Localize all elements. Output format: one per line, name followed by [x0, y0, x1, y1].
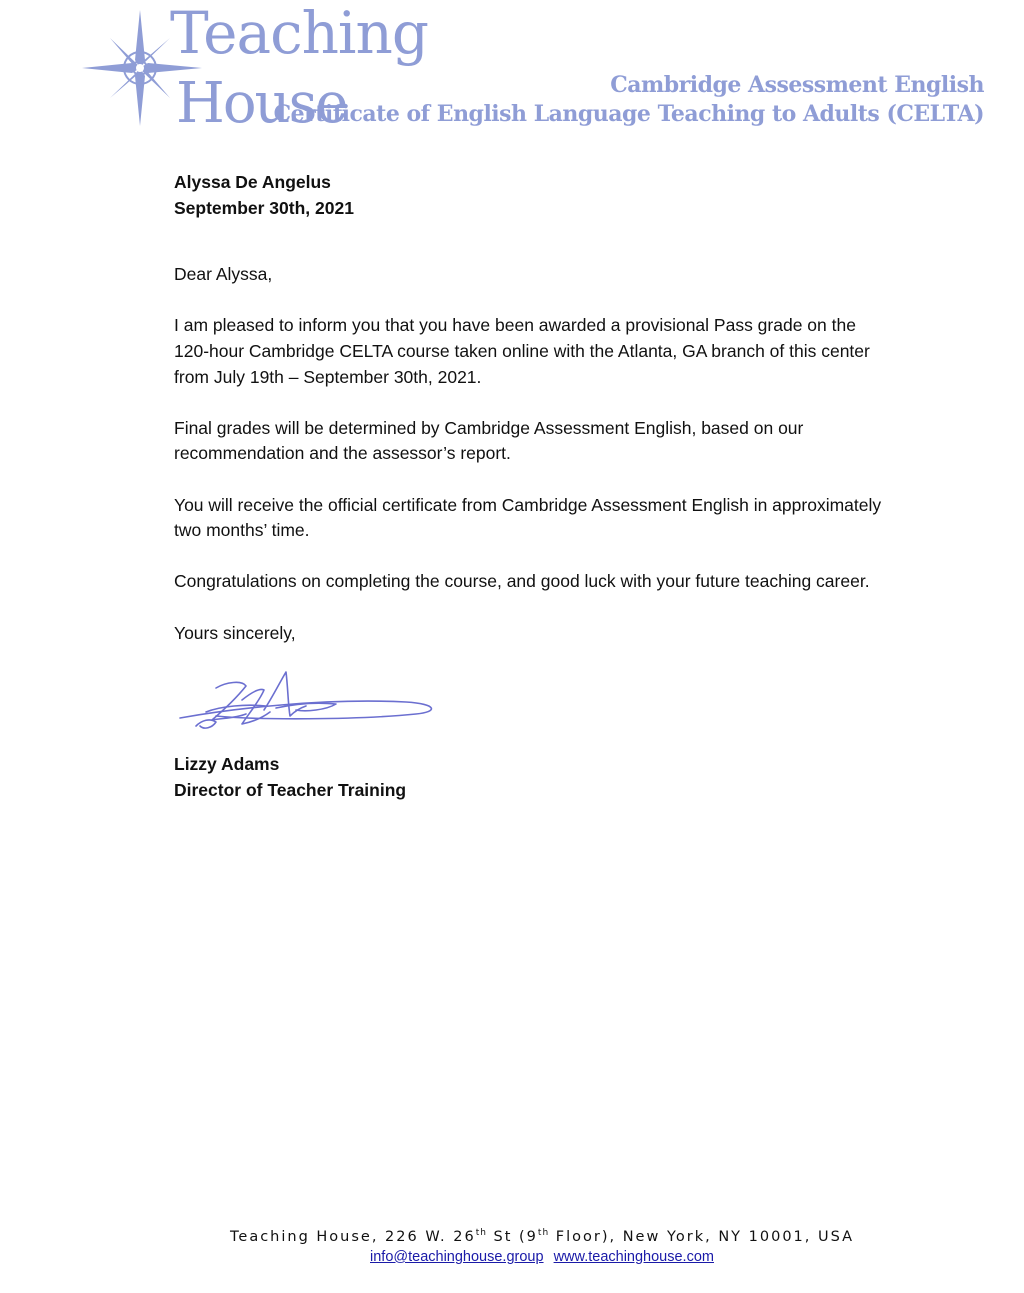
letter-body	[174, 170, 884, 803]
email-link[interactable]: info@teachinghouse.group	[370, 1248, 544, 1265]
closing: Yours sincerely,	[174, 622, 296, 643]
logo-text-teaching: Teaching	[170, 0, 428, 67]
footer-address: Teaching House, 226 W. 26th St (9th Floor), New York, NY 10001, USA	[230, 1228, 854, 1245]
salutation: Dear Alyssa,	[174, 264, 273, 285]
letter-date: September 30th, 2021	[174, 197, 354, 218]
footer-links	[0, 1249, 1024, 1265]
course-title: Certificate of English Language Teaching to Adults (CELTA)	[273, 101, 984, 127]
paragraph-congratulations: Congratulations on completing the course, and good luck with your future teaching career.	[174, 571, 870, 592]
paragraph-final-grades: Final grades will be determined by Cambridge Assessment English, based on our recommendation and the assessor’s report.	[174, 417, 804, 464]
paragraph-award: I am pleased to inform you that you have been awarded a provisional Pass grade on the 120-hour Cambridge CELTA course taken online with the Atlanta, GA branch of this center from July 19th – September 30th, 2021.	[174, 315, 870, 387]
organization-name: Cambridge Assessment English	[610, 72, 984, 98]
website-link[interactable]: www.teachinghouse.com	[553, 1248, 714, 1265]
logo-text-house: House	[176, 71, 347, 136]
handwritten-signature	[176, 668, 438, 738]
signer-title: Director of Teacher Training	[174, 779, 407, 800]
footer	[0, 1228, 1024, 1265]
paragraph-certificate: You will receive the official certificate from Cambridge Assessment English in approximately two months’ time.	[174, 494, 882, 541]
signer-name: Lizzy Adams	[174, 754, 280, 775]
recipient-name: Alyssa De Angelus	[174, 172, 331, 192]
